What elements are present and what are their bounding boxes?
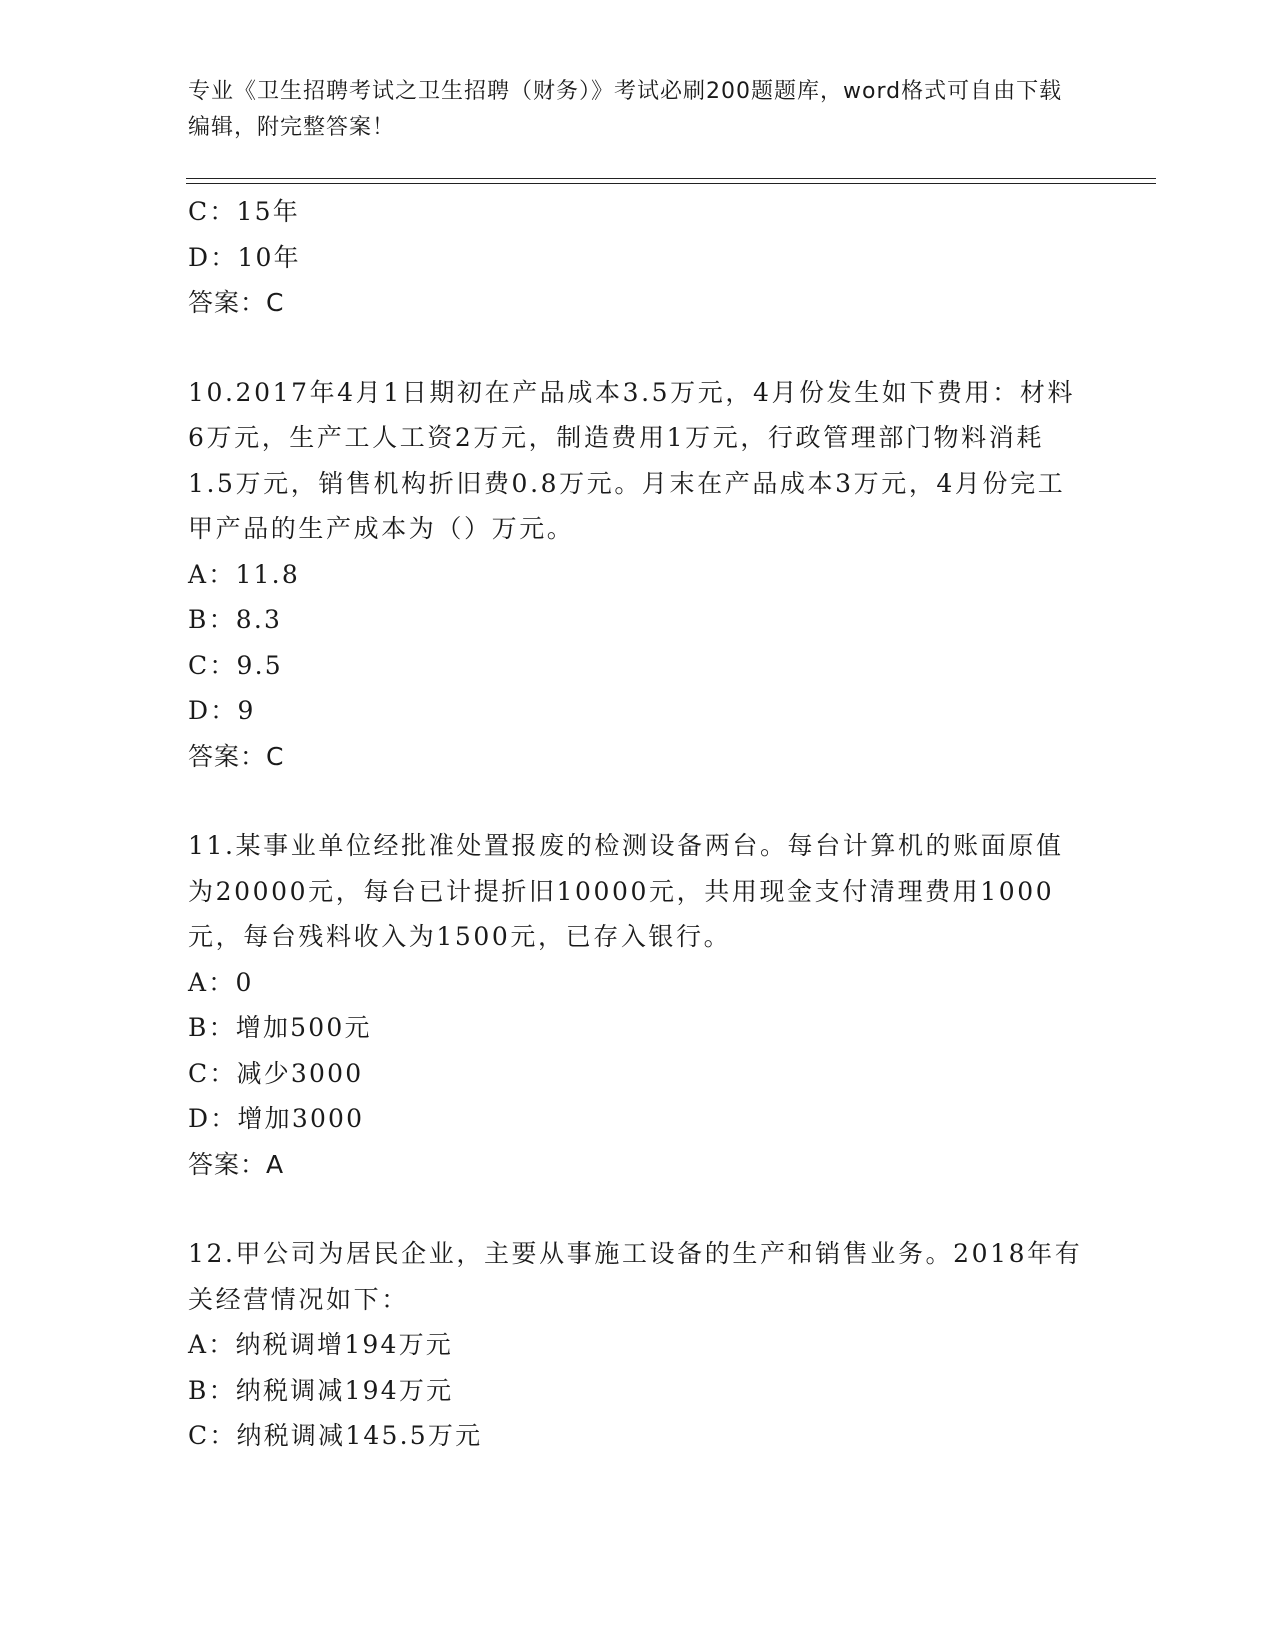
option-a: A：11.8 [188, 559, 300, 589]
question-10 [188, 370, 1088, 780]
option-c: C：减少3000 [188, 1058, 364, 1088]
document-header: 专业《卫生招聘考试之卫生招聘（财务）》考试必刷200题题库，word格式可自由下载编辑，附完整答案！ [188, 79, 1063, 140]
answer-line: 答案：C [188, 288, 285, 317]
header-divider-top [186, 178, 1156, 179]
option-a: A：0 [188, 967, 254, 997]
option-c: C：9.5 [188, 650, 283, 680]
spacer [188, 326, 1088, 370]
answer-line: 答案：C [188, 741, 285, 771]
option-d: D：10年 [188, 242, 301, 272]
question-stem: 10.2017年4月1日期初在产品成本3.5万元，4月份发生如下费用：材料6万元，生产工人工资2万元，制造费用1万元，行政管理部门物料消耗1.5万元，销售机构折旧费0.8万元。月末在产品成本3万元，4月份完工甲产品的生产成本为（）万元。 [188, 377, 1076, 543]
option-b: B：8.3 [188, 605, 283, 634]
option-b: B：增加500元 [188, 1013, 372, 1042]
option-b: B：纳税调减194万元 [188, 1375, 454, 1405]
question-11 [188, 823, 1088, 1187]
question-content [188, 189, 1088, 1459]
option-d: D：增加3000 [188, 1104, 365, 1133]
option-c: C：纳税调减145.5万元 [188, 1421, 483, 1450]
question-12 [188, 1231, 1088, 1459]
question-stem: 12.甲公司为居民企业，主要从事施工设备的生产和销售业务。2018年有关经营情况如下： [188, 1239, 1083, 1314]
question-9-tail [188, 189, 1088, 326]
spacer [188, 1187, 1088, 1231]
option-a: A：纳税调增194万元 [188, 1330, 453, 1359]
header-divider-bottom [186, 183, 1156, 184]
spacer [188, 779, 1088, 823]
answer-line: 答案：A [188, 1149, 285, 1179]
question-stem: 11.某事业单位经批准处置报废的检测设备两台。每台计算机的账面原值为20000元，每台已计提折旧10000元，共用现金支付清理费用1000元，每台残料收入为1500元，已存入银行。 [188, 831, 1064, 951]
option-d: D：9 [188, 696, 256, 725]
option-c: C：15年 [188, 197, 300, 226]
